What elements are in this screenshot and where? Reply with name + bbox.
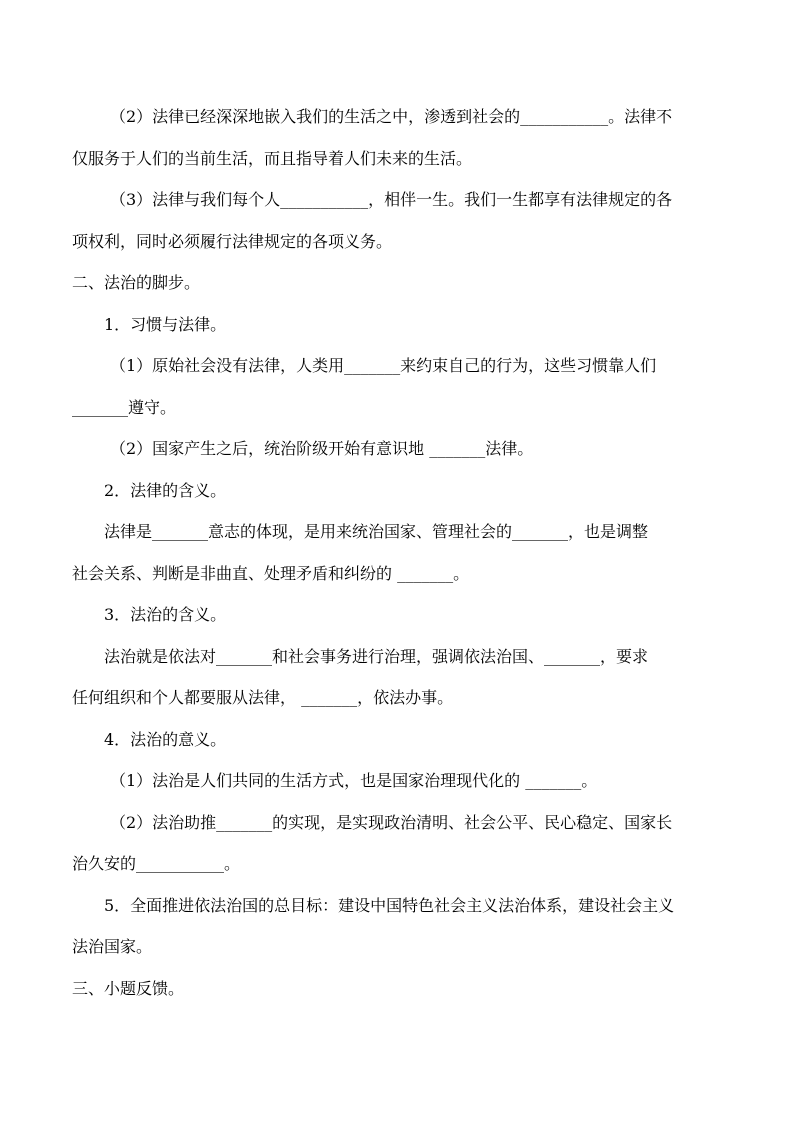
document-page	[72, 96, 722, 1009]
section-heading: 二、法治的脚步。	[72, 273, 201, 292]
paragraph-line: 5．全面推进依法治国的总目标：建设中国特色社会主义法治体系，建设社会主义	[104, 895, 675, 915]
section-heading: 三、小题反馈。	[72, 978, 185, 998]
subsection-heading: 3．法治的含义。	[104, 605, 227, 624]
paragraph-line: 任何组织和个人都要服从法律， _______，依法办事。	[72, 688, 454, 707]
paragraph-line: 法治国家。	[72, 937, 153, 956]
paragraph-line: （2）法律已经深深地嵌入我们的生活之中，渗透到社会的___________。法律不	[110, 107, 673, 126]
subsection-heading: 4．法治的意义。	[104, 729, 227, 749]
paragraph-line: （2）国家产生之后，统治阶级开始有意识地 _______法律。	[110, 439, 534, 458]
paragraph-line: 治久安的___________。	[72, 854, 241, 873]
paragraph-line: （2）法治助推_______的实现，是实现政治清明、社会公平、民心稳定、国家长	[110, 812, 673, 832]
paragraph-line: （1）法治是人们共同的生活方式，也是国家治理现代化的 _______。	[110, 771, 598, 790]
paragraph-line: 社会关系、判断是非曲直、处理矛盾和纠纷的 _______。	[72, 563, 470, 583]
paragraph-line: 项权利，同时必须履行法律规定的各项义务。	[72, 231, 393, 251]
paragraph-line: 仅服务于人们的当前生活，而且指导着人们未来的生活。	[72, 148, 473, 168]
paragraph-line: （1）原始社会没有法律，人类用_______来约束自己的行为，这些习惯靠人们	[110, 356, 657, 375]
paragraph-line: _______遵守。	[72, 397, 177, 417]
paragraph-line: （3）法律与我们每个人___________，相伴一生。我们一生都享有法律规定的各	[110, 190, 673, 209]
subsection-heading: 1．习惯与法律。	[104, 314, 227, 334]
paragraph-line: 法治就是依法对_______和社会事务进行治理，强调依法治国、_______，要求	[104, 646, 649, 666]
subsection-heading: 2．法律的含义。	[104, 480, 227, 500]
paragraph-line: 法律是_______意志的体现，是用来统治国家、管理社会的_______，也是调整	[104, 522, 649, 541]
